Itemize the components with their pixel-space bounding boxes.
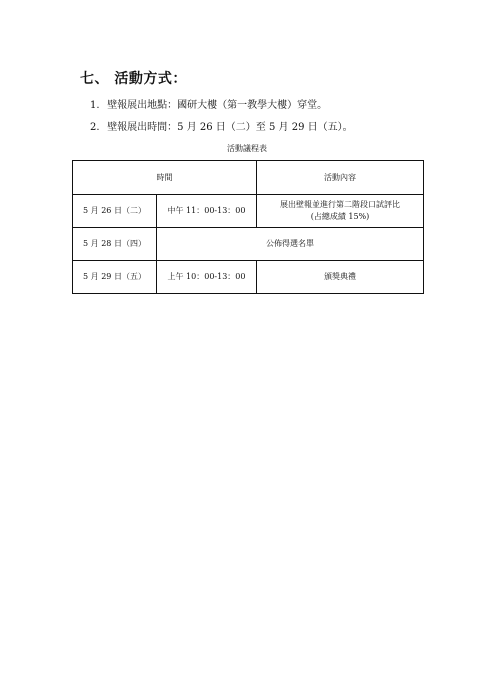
header-content: 活動內容 [257, 161, 424, 195]
schedule-table [72, 160, 424, 294]
row-content-line: 展出壁報並進行第二階段口試評比 [280, 200, 400, 209]
row-time: 上午 10：00-13：00 [157, 261, 257, 294]
list-item-number: 2. [90, 122, 100, 133]
list-item-location [90, 95, 470, 117]
row-content: 公佈得選名單 [157, 228, 424, 261]
activity-list [90, 95, 470, 139]
row-date: 5 月 26 日（二） [73, 195, 157, 228]
row-content-line: (占總成績 15%) [310, 212, 370, 221]
table-row [73, 228, 424, 261]
list-item-time [90, 117, 470, 139]
table-row [73, 261, 424, 294]
table-header-row [73, 161, 424, 195]
row-content: 頒獎典禮 [257, 261, 424, 294]
list-item-text: 壁報展出地點：國研大樓（第一教學大樓）穿堂。 [107, 100, 328, 111]
table-row [73, 195, 424, 228]
list-item-text: 壁報展出時間：5 月 26 日（二）至 5 月 29 日（五）。 [107, 122, 353, 133]
header-time: 時間 [73, 161, 257, 195]
row-date: 5 月 29 日（五） [73, 261, 157, 294]
list-item-number: 1. [90, 100, 100, 111]
row-time: 中午 11：00-13：00 [157, 195, 257, 228]
row-date: 5 月 28 日（四） [73, 228, 157, 261]
table-caption: 活動議程表 [227, 144, 267, 153]
section-heading: 七、 活動方式： [80, 71, 187, 87]
row-content [257, 195, 424, 228]
